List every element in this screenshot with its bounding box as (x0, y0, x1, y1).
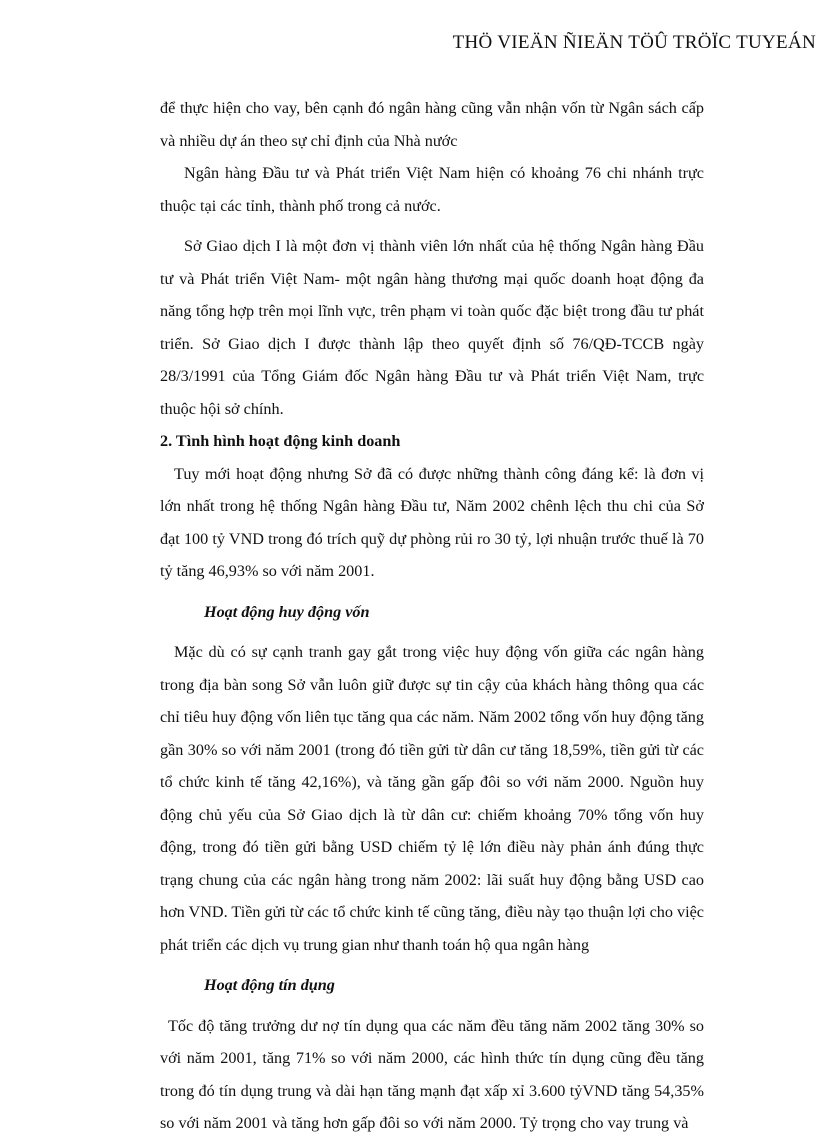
paragraph-transaction-office: Sở Giao dịch I là một đơn vị thành viên lớn nhất của hệ thống Ngân hàng Đầu tư và Phát triển Việt Nam- một ngân hàng thương mại quốc doanh hoạt động đa năng tổng hợp trên mọi lĩnh vực, trên phạm vi toàn quốc đặc biệt trong đầu tư phát triển. Sở Giao dịch I được thành lập theo quyết định số 76/QĐ-TCCB ngày 28/3/1991 của Tổng Giám đốc Ngân hàng Đầu tư và Phát triển Việt Nam, trực thuộc hội sở chính. (160, 237, 704, 418)
subheading-credit: Hoạt động tín dụng (204, 976, 335, 994)
subheading-capital-mobilization: Hoạt động huy động vốn (204, 602, 370, 621)
paragraph-business-results: Tuy mới hoạt động nhưng Sở đã có được những thành công đáng kể: là đơn vị lớn nhất trong hệ thống Ngân hàng Đầu tư, Năm 2002 chênh lệch thu chi của Sở đạt 100 tỷ VND trong đó trích quỹ dự phòng rủi ro 30 tỷ, lợi nhuận trước thuế là 70 tỷ tăng 46,93% so với năm 2001. (160, 464, 704, 580)
section-heading-business: 2. Tình hình hoạt động kinh doanh (160, 432, 401, 450)
paragraph-capital-mobilization: Mặc dù có sự cạnh tranh gay gắt trong việc huy động vốn giữa các ngân hàng trong địa bàn song Sở vẫn luôn giữ được sự tin cậy của khách hàng thông qua các chỉ tiêu huy động vốn liên tục tăng qua các năm. Năm 2002 tổng vốn huy động tăng gần 30% so với năm 2001 (trong đó tiền gửi từ dân cư tăng 18,59%, tiền gửi từ các tổ chức kinh tế tăng 42,16%), và tăng gần gấp đôi so với năm 2000. Nguồn huy động chủ yếu của Sở Giao dịch là từ dân cư: chiếm khoảng 70% tổng vốn huy động, trong đó tiền gửi bằng USD chiếm tỷ lệ lớn điều này phản ánh đúng thực trạng chung của các ngân hàng trong năm 2002: lãi suất huy động bằng USD cao hơn VND. Tiền gửi từ các tổ chức kinh tế cũng tăng, điều này tạo thuận lợi cho việc phát triển các dịch vụ trung gian như thanh toán hộ qua ngân hàng (160, 643, 704, 954)
paragraph-loan-funding: để thực hiện cho vay, bên cạnh đó ngân hàng cũng vẫn nhận vốn từ Ngân sách cấp và nhiều dự án theo sự chỉ định của Nhà nước (160, 99, 704, 150)
paragraph-credit-growth: Tốc độ tăng trưởng dư nợ tín dụng qua các năm đều tăng năm 2002 tăng 30% so với năm 2001, tăng 71% so với năm 2000, các hình thức tín dụng cũng đều tăng trong đó tín dụng trung và dài hạn tăng mạnh đạt xấp xỉ 3.600 tỷVND tăng 54,35% so với năm 2001 và tăng hơn gấp đôi so với năm 2000. Tỷ trọng cho vay trung và (160, 1016, 704, 1132)
paragraph-branches: Ngân hàng Đầu tư và Phát triển Việt Nam hiện có khoảng 76 chi nhánh trực thuộc tại các tỉnh, thành phố trong cả nước. (160, 164, 704, 215)
document-body (160, 92, 704, 1140)
library-header-title: THÖ VIEÄN ÑIEÄN TÖÛ TRÖÏC TUYEÁN (452, 32, 816, 53)
